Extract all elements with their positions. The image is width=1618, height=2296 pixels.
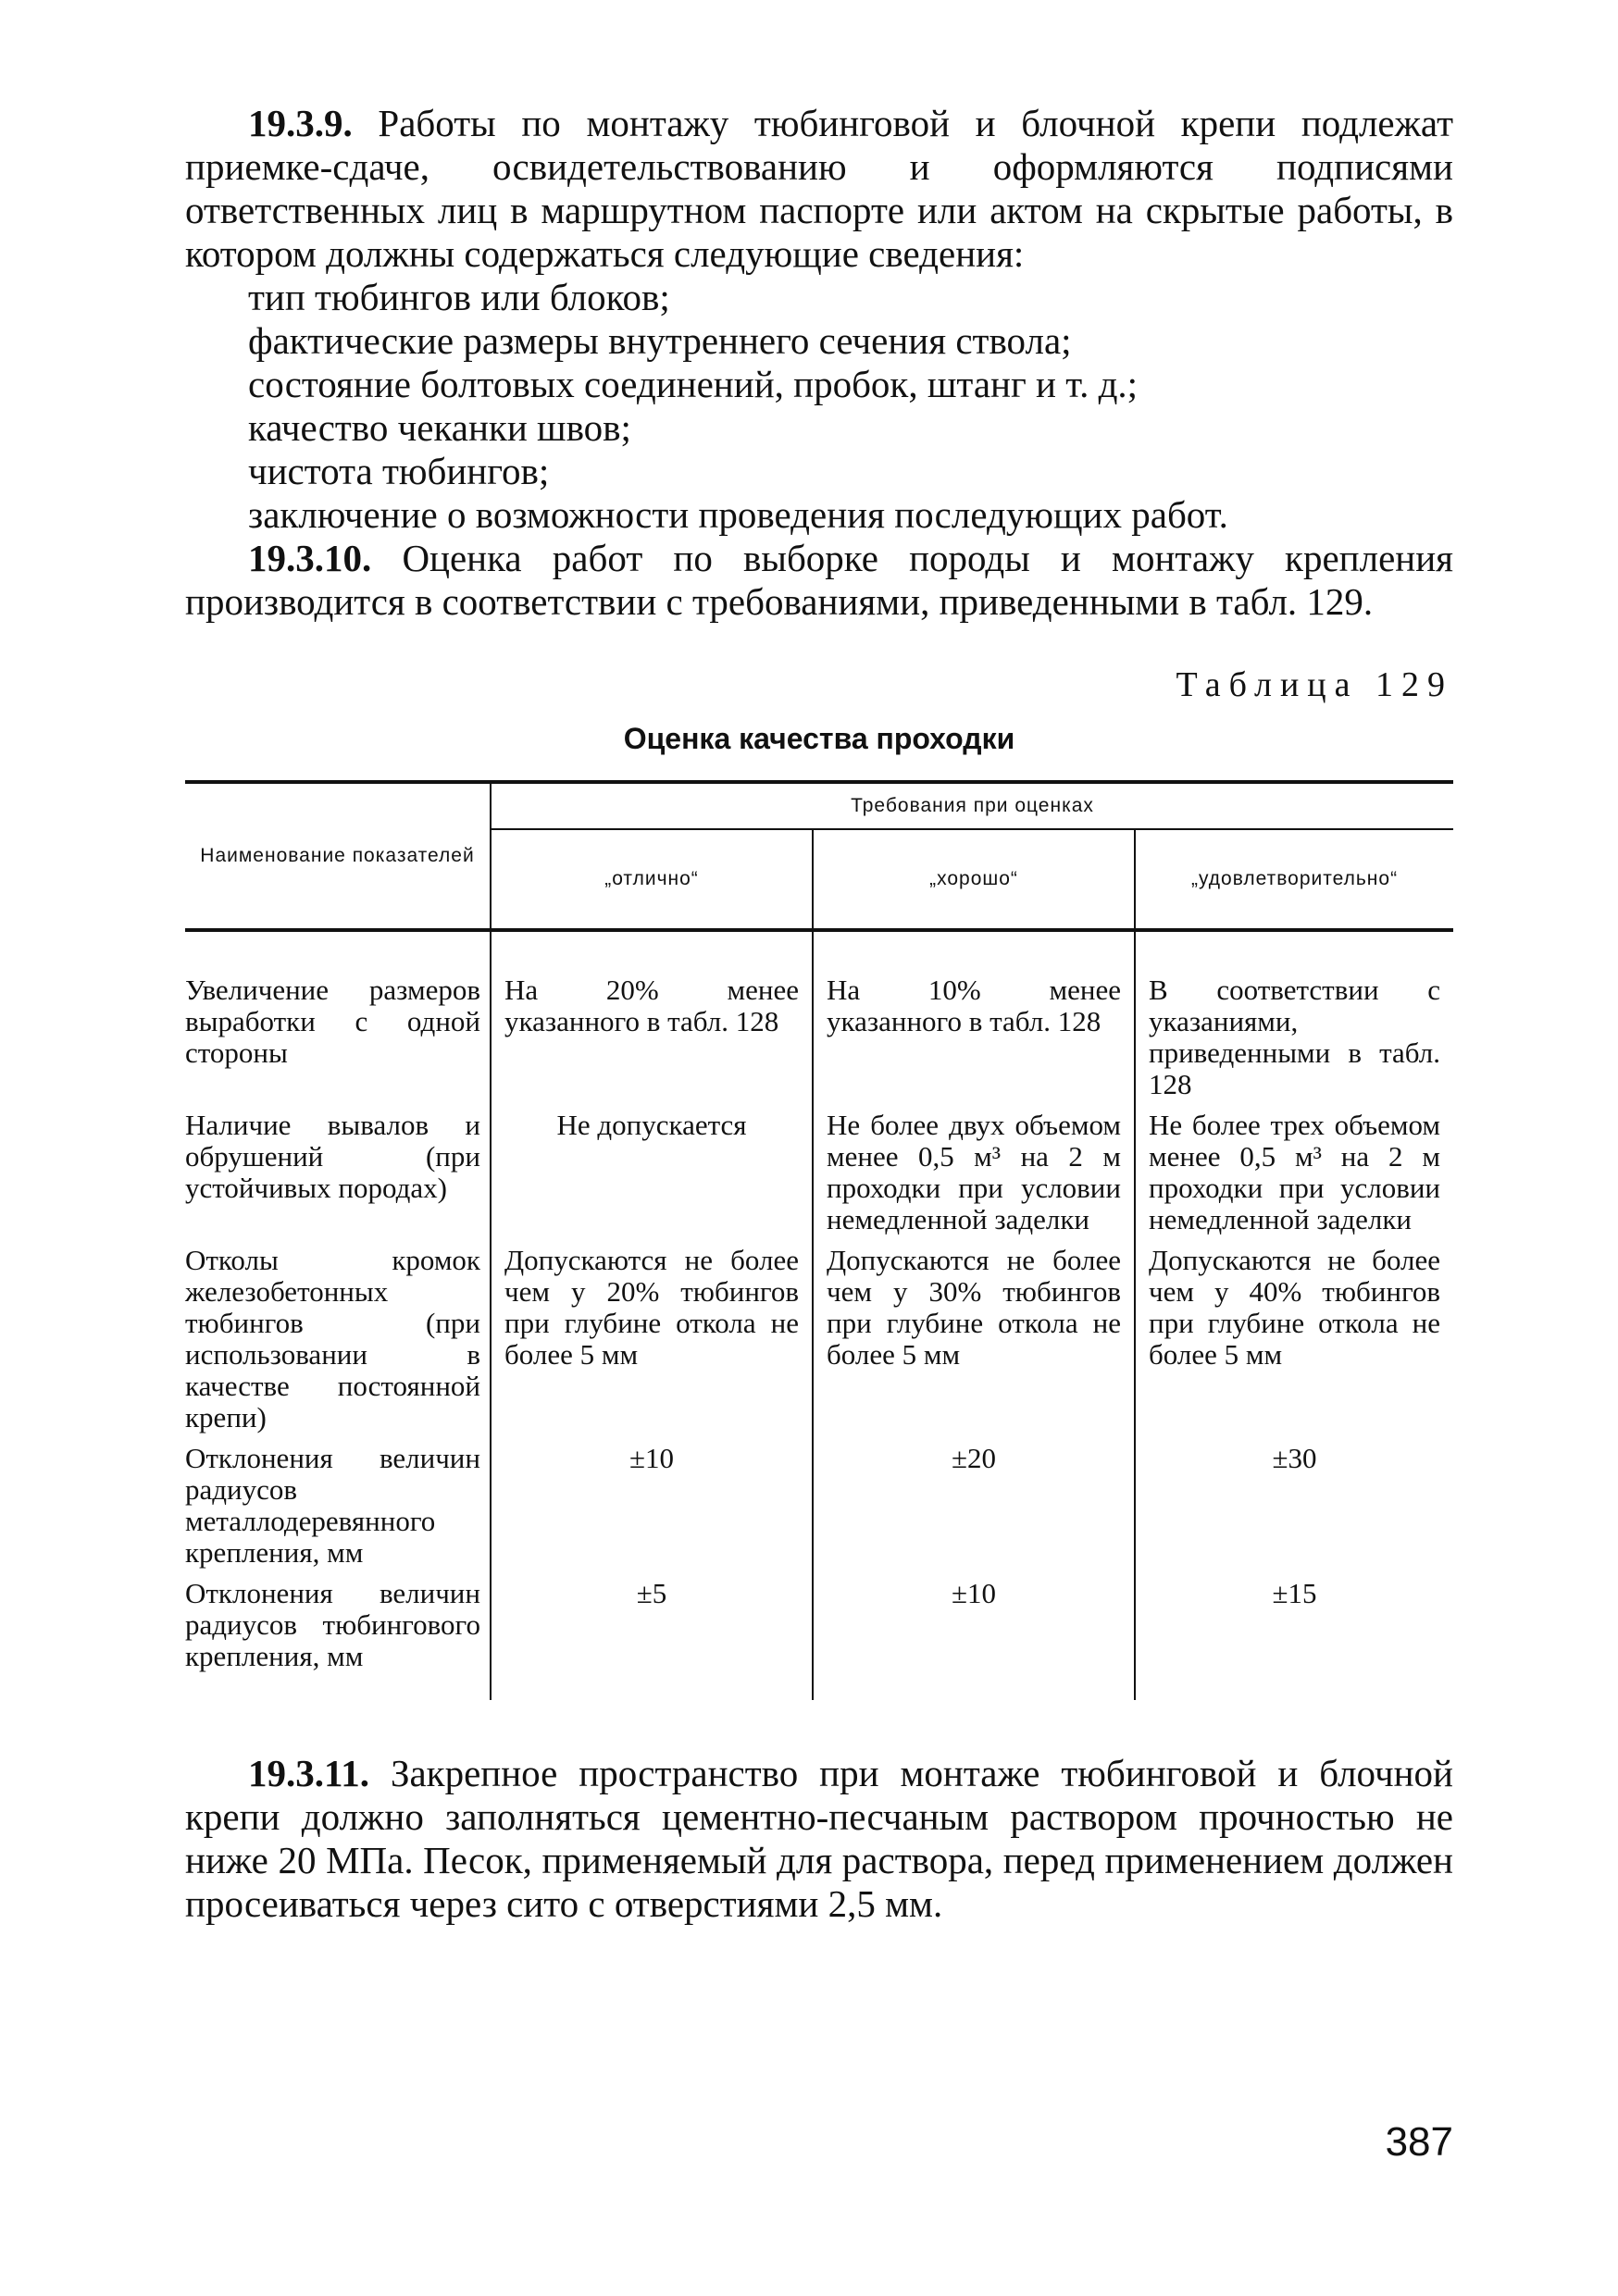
paragraph-19-3-10 [185,537,1453,624]
cell-satisfactory: В соответствии с указаниями, приведенными в табл. 128 [1149,974,1441,1100]
quality-table [185,780,1453,1700]
cell-satisfactory: ±30 [1272,1442,1317,1474]
row-name: Отклонения величин радиусов тюбингового крепления, мм [185,1578,491,1700]
table-label: Таблица 129 [1176,665,1453,704]
cell-satisfactory: ±15 [1272,1577,1317,1609]
cell-good: Допускаются не более чем у 30% тюбингов при глубине откола не более 5 мм [813,1245,1135,1443]
cell-good: На 10% менее указанного в табл. 128 [813,974,1135,1110]
table-row [185,1110,1453,1245]
row-name: Отколы кромок железобетонных тюбингов (при использовании в качестве постоянной крепи) [185,1245,491,1443]
list-item: чистота тюбингов; [248,450,550,492]
row-name: Наличие вывалов и обрушений (при устойчивых породах) [185,1110,491,1245]
section-number: 19.3.10. [248,537,372,579]
cell-excellent: ±5 [491,1578,813,1700]
table-row [185,1578,1453,1700]
cell-good: Не более двух объемом менее 0,5 м³ на 2 м проходки при условии немедленной заделки [813,1110,1135,1245]
row-name: Отклонения величин радиусов металлодеревянного крепления, мм [185,1443,491,1578]
list-item: тип тюбингов или блоков; [248,276,670,318]
table-header-row [185,782,1453,829]
header-grade-excellent: „отлично“ [491,829,813,930]
list-item: качество чеканки швов; [248,406,631,449]
paragraph-19-3-11 [185,1752,1453,1926]
paragraph-text: Оценка работ по выборке породы и монтажу крепления производится в соответствии с требованиями, приведенными в табл. 129. [185,537,1454,623]
list-item: состояние болтовых соединений, пробок, штанг и т. д.; [248,363,1139,405]
paragraph-text: Работы по монтажу тюбинговой и блочной крепи подлежат приемке-сдаче, освидетельствованию и оформляются подписями ответственных лиц в маршрутном паспорте или актом на скрытые работы, в котором должны содержаться следующие сведения: [185,102,1453,275]
cell-excellent: На 20% менее указанного в табл. 128 [491,974,813,1110]
section-number: 19.3.9. [248,102,353,144]
header-grade-good: „хорошо“ [813,829,1135,930]
list-item: фактические размеры внутреннего сечения ствола; [248,319,1072,362]
table-title: Оценка качества проходки [623,722,1015,755]
cell-excellent: Допускаются не более чем у 20% тюбингов при глубине откола не более 5 мм [491,1245,813,1443]
cell-excellent: ±10 [491,1443,813,1578]
paragraph-text: Закрепное пространство при монтаже тюбинговой и блочной крепи должно заполняться цементно-песчаным раствором прочностью не ниже 20 МПа. Песок, применяемый для раствора, перед применением должен просеиваться через сито с отверстиями 2,5 мм. [185,1752,1454,1925]
cell-satisfactory: Не более трех объемом менее 0,5 м³ на 2 м проходки при условии немедленной заделки [1149,1109,1441,1235]
header-name: Наименование показателей [185,782,491,930]
section-number: 19.3.11. [248,1752,369,1794]
page-number: 387 [1385,2119,1453,2165]
table-row [185,1443,1453,1578]
cell-satisfactory: Допускаются не более чем у 40% тюбингов при глубине откола не более 5 мм [1149,1244,1441,1371]
document-page [185,102,1453,1926]
cell-good: ±10 [813,1578,1135,1700]
table-row [185,974,1453,1110]
header-grade-satisfactory: „удовлетворительно“ [1135,829,1453,930]
table-spacer [185,930,1453,974]
paragraph-19-3-9 [185,102,1453,276]
header-requirements: Требования при оценках [491,782,1453,829]
list-item: заключение о возможности проведения последующих работ. [248,493,1228,536]
table-row [185,1245,1453,1443]
row-name: Увеличение размеров выработки с одной стороны [185,974,491,1110]
cell-excellent: Не допускается [491,1110,813,1245]
cell-good: ±20 [813,1443,1135,1578]
